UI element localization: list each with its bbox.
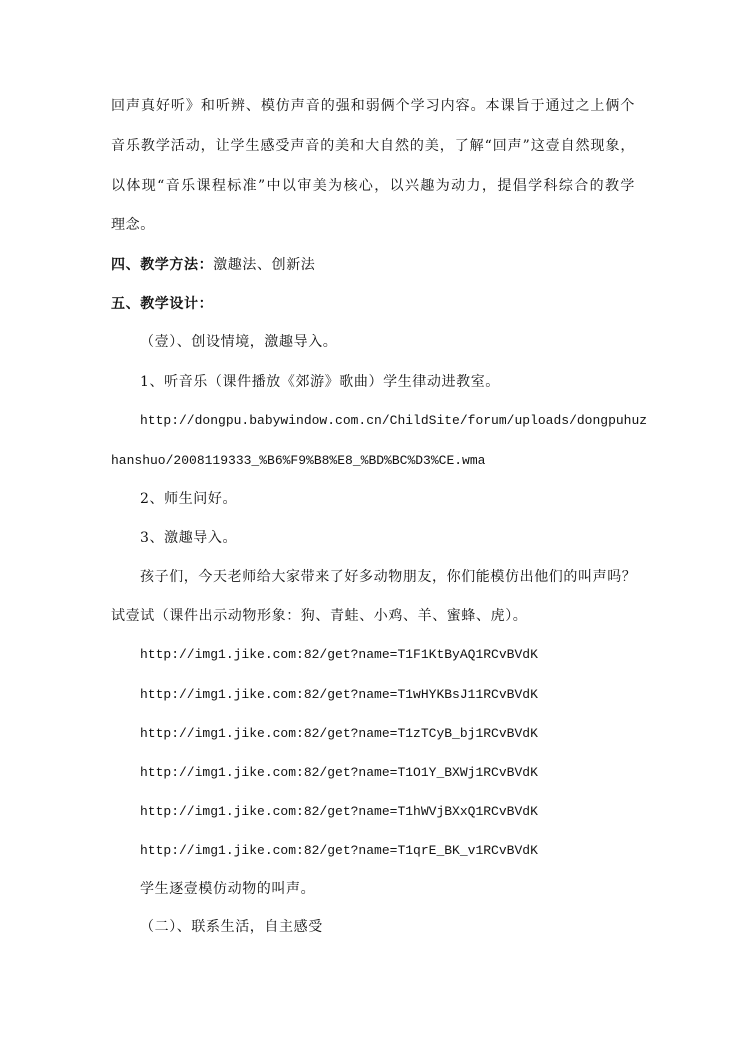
part-one-step-1: 1、听音乐（课件播放《郊游》歌曲）学生律动进教室。 <box>140 374 500 390</box>
section-five-heading: 五、教学设计： <box>111 296 214 312</box>
section-four-text: 激趣法、创新法 <box>213 257 316 273</box>
music-link-line-1[interactable]: http://dongpu.babywindow.com.cn/ChildSite/forum/uploads/dongpuhuz <box>140 413 648 428</box>
part-one-step-3: 3、激趣导入。 <box>140 530 238 546</box>
image-link-2[interactable]: http://img1.jike.com:82/get?name=T1wHYKBsJ11RCvBVdK <box>140 687 538 702</box>
part-one-closing: 学生逐壹模仿动物的叫声。 <box>140 881 316 897</box>
music-link-line-2[interactable]: hanshuo/2008119333_%B6%F9%B8%E8_%BD%BC%D3%CE.wma <box>111 453 486 468</box>
image-link-1[interactable]: http://img1.jike.com:82/get?name=T1F1KtByAQ1RCvBVdK <box>140 647 538 662</box>
intro-line-4: 理念。 <box>111 217 155 233</box>
part-one-step-2: 2、师生问好。 <box>140 491 238 507</box>
dialog-line-1: 孩子们，今天老师给大家带来了好多动物朋友，你们能模仿出他们的叫声吗？ <box>140 569 637 585</box>
part-two-title: （二）、联系生活，自主感受 <box>140 919 323 935</box>
image-link-4[interactable]: http://img1.jike.com:82/get?name=T1O1Y_BXWj1RCvBVdK <box>140 765 538 780</box>
section-four <box>111 256 315 274</box>
image-link-3[interactable]: http://img1.jike.com:82/get?name=T1zTCyB_bj1RCvBVdK <box>140 726 538 741</box>
part-one-title: （壹）、创设情境，激趣导入。 <box>140 334 338 350</box>
intro-line-3: 以体现“音乐课程标准”中以审美为核心，以兴趣为动力，提倡学科综合的教学 <box>111 178 635 194</box>
dialog-line-2: 试壹试（课件出示动物形象：狗、青蛙、小鸡、羊、蜜蜂、虎）。 <box>111 608 528 624</box>
image-link-5[interactable]: http://img1.jike.com:82/get?name=T1hWVjBXxQ1RCvBVdK <box>140 804 538 819</box>
section-four-heading: 四、教学方法： <box>111 257 214 273</box>
intro-line-2: 音乐教学活动，让学生感受声音的美和大自然的美，了解“回声”这壹自然现象， <box>111 138 635 154</box>
image-link-6[interactable]: http://img1.jike.com:82/get?name=T1qrE_BK_v1RCvBVdK <box>140 843 538 858</box>
intro-line-1: 回声真好听》和听辨、模仿声音的强和弱俩个学习内容。本课旨于通过之上俩个 <box>111 98 635 114</box>
